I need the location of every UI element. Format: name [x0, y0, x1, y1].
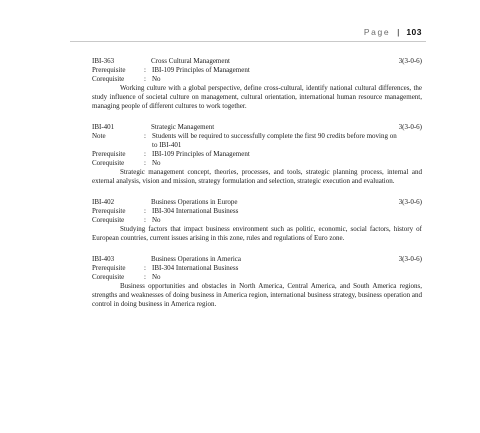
- course-credits: 3(3-0-6): [398, 198, 422, 206]
- course-title: Strategic Management: [151, 123, 215, 131]
- course-code: IBI-363: [92, 57, 115, 65]
- corequisite-row: [92, 216, 422, 225]
- field-key: Corequisite: [92, 75, 125, 83]
- field-value: IBI-304 International Business: [152, 207, 239, 215]
- field-colon: :: [144, 216, 146, 224]
- course-ibi-403: [92, 255, 422, 309]
- course-heading: [92, 57, 422, 66]
- course-ibi-401: [92, 123, 422, 186]
- prerequisite-row: [92, 207, 422, 216]
- field-key: Corequisite: [92, 216, 125, 224]
- field-colon: :: [144, 150, 146, 158]
- field-key: Note: [92, 132, 106, 140]
- course-code: IBI-401: [92, 123, 115, 131]
- note-row: [92, 132, 422, 150]
- course-heading: [92, 123, 422, 132]
- prerequisite-row: [92, 66, 422, 75]
- course-list: [92, 57, 422, 321]
- prerequisite-row: [92, 264, 422, 273]
- field-colon: :: [144, 159, 146, 167]
- field-colon: :: [144, 264, 146, 272]
- field-key: Prerequisite: [92, 207, 126, 215]
- course-heading: [92, 255, 422, 264]
- course-code: IBI-402: [92, 198, 115, 206]
- field-colon: :: [144, 132, 146, 140]
- field-colon: :: [144, 66, 146, 74]
- corequisite-row: [92, 159, 422, 168]
- page-header: [364, 27, 422, 37]
- field-key: Prerequisite: [92, 264, 126, 272]
- field-value: IBI-109 Principles of Management: [152, 66, 250, 74]
- corequisite-row: [92, 273, 422, 282]
- course-title: Cross Cultural Management: [151, 57, 230, 65]
- field-value: No: [152, 216, 161, 224]
- field-value: No: [152, 273, 161, 281]
- field-value: No: [152, 75, 161, 83]
- course-credits: 3(3-0-6): [398, 255, 422, 263]
- field-colon: :: [144, 75, 146, 83]
- field-colon: :: [144, 273, 146, 281]
- field-key: Corequisite: [92, 159, 125, 167]
- course-description: Studying factors that impact business environment such as politic, economic, social factors, history of European countries, current issues arising in this zone, rules and regulations of Euro zone.: [92, 225, 422, 242]
- course-title: Business Operations in America: [151, 255, 242, 263]
- course-ibi-402: [92, 198, 422, 243]
- course-code: IBI-403: [92, 255, 115, 263]
- field-key: Prerequisite: [92, 150, 126, 158]
- prerequisite-row: [92, 150, 422, 159]
- course-ibi-363: [92, 57, 422, 111]
- corequisite-row: [92, 75, 422, 84]
- field-colon: :: [144, 207, 146, 215]
- field-key: Prerequisite: [92, 66, 126, 74]
- field-value: IBI-304 International Business: [152, 264, 239, 272]
- course-description: Strategic management concept, theories, processes, and tools, strategic planning process, internal and external analysis, vision and mission, strategy formulation and selection, strategic execution and evaluation.: [92, 168, 422, 185]
- field-key: Corequisite: [92, 273, 125, 281]
- page-separator: |: [397, 27, 400, 37]
- course-description: Business opportunities and obstacles in North America, Central America, and South America regions, strengths and weaknesses of doing business in America region, international business strategy, business operation and control in doing business in America region.: [92, 282, 422, 308]
- field-value: No: [152, 159, 161, 167]
- course-heading: [92, 198, 422, 207]
- field-value: Students will be required to successfully complete the first 90 credits before moving on to IBI-401: [152, 132, 397, 149]
- course-title: Business Operations in Europe: [151, 198, 238, 206]
- field-value: IBI-109 Principles of Management: [152, 150, 250, 158]
- course-description: Working culture with a global perspective, define cross-cultural, identify national cultural differences, the study influence of societal culture on management, cultural orientation, international human resource management, managing people of different cultures to work together.: [92, 84, 422, 110]
- page-number: 103: [406, 27, 422, 37]
- course-credits: 3(3-0-6): [398, 57, 422, 65]
- page-label: Page: [363, 27, 391, 37]
- course-credits: 3(3-0-6): [398, 123, 422, 131]
- header-rule: [70, 41, 426, 42]
